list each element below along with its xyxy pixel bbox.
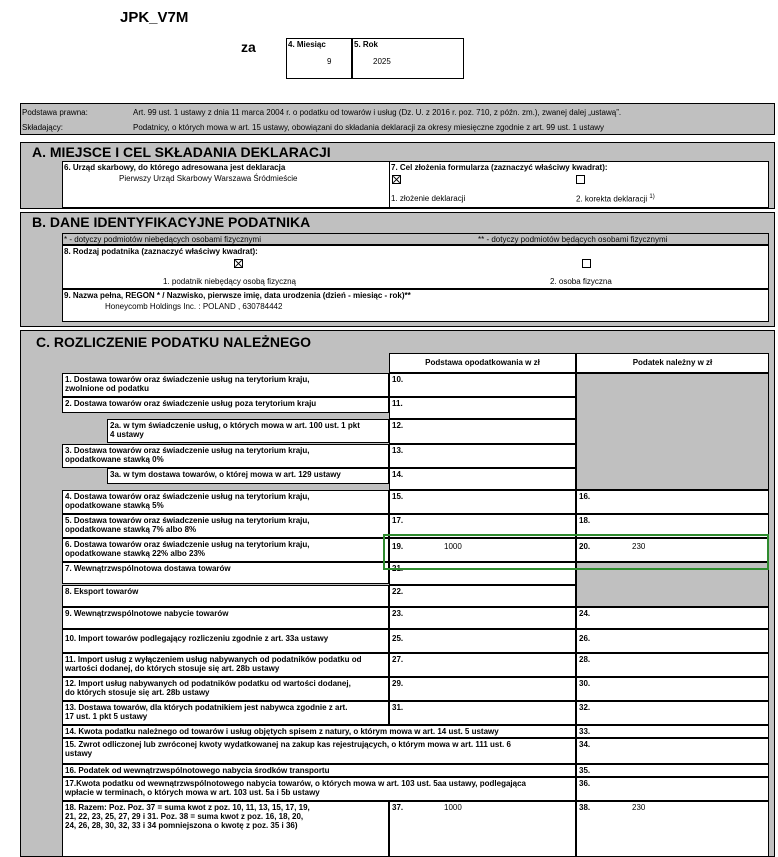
row-label-5: 5. Dostawa towarów oraz świadczenie usług na terytorium kraju, opodatkowane stawką 7% albo 8% [62, 514, 389, 538]
field-27[interactable]: 27. [389, 653, 576, 677]
type-legal-entity-label: 1. podatnik niebędący osobą fizyczną [163, 277, 296, 286]
year-label: 5. Rok [354, 40, 379, 49]
col-header-tax: Podatek należny w zł [576, 353, 769, 373]
field-11[interactable]: 11. [389, 397, 576, 419]
row-label-8: 8. Eksport towarów [62, 585, 389, 607]
office-label: 6. Urząd skarbowy, do którego adresowana jest deklaracja [64, 163, 286, 172]
row-label-4: 4. Dostawa towarów oraz świadczenie usług na terytorium kraju, opodatkowane stawką 5% [62, 490, 389, 514]
row-label-1: 1. Dostawa towarów oraz świadczenie usług na terytorium kraju, zwolnione od podatku [62, 373, 389, 397]
field-25[interactable]: 25. [389, 629, 576, 653]
field-36[interactable]: 36. [576, 777, 769, 801]
row-label-17: 17.Kwota podatku od wewnątrzwspólnotowego nabycia towarów, o których mowa w art. 103 ust. 5aa ustawy, podlegająca wpłacie w terminach, o których mowa w art. 103 ust. 5a i 5b ustawy [62, 777, 576, 801]
purpose-label: 7. Cel złożenia formularza (zaznaczyć właściwy kwadrat): [391, 163, 608, 172]
field-18[interactable]: 18. [576, 514, 769, 538]
taxpayer-name-label: 9. Nazwa pełna, REGON * / Nazwisko, pierwsze imię, data urodzenia (dzień - miesiąc - rok)** [64, 291, 411, 300]
notes-row [62, 233, 769, 245]
field-37[interactable]: 37. 1000 [389, 801, 576, 857]
row-label-14: 14. Kwota podatku należnego od towarów i usług objętych spisem z natury, o którym mowa w art. 14 ust. 5 ustawy [62, 725, 576, 738]
option-correction-label: 2. korekta deklaracji $^{1)}$ [576, 194, 655, 204]
legal-basis-panel [20, 103, 775, 135]
field-38-value: 230 [632, 803, 646, 812]
basis-label: Podstawa prawna: [22, 108, 88, 117]
col-header-base: Podstawa opodatkowania w zł [389, 353, 576, 373]
field-12[interactable]: 12. [389, 419, 576, 444]
note-natural-person: ** - dotyczy podmiotów będących osobami fizycznymi [478, 235, 668, 244]
month-value: 9 [327, 57, 332, 66]
row-label-12: 12. Import usług nabywanych od podatników podatku od wartości dodanej, do których stosuje się art. 28b ustawy [62, 677, 389, 701]
submitter-text: Podatnicy, o których mowa w art. 15 ustawy, obowiązani do składania deklaracji za okresy miesięczne zgodnie z art. 99 ust. 1 ustawy [133, 123, 605, 132]
row-label-15: 15. Zwrot odliczonej lub zwróconej kwoty wydatkowanej na zakup kas rejestrujących, o którym mowa w art. 111 ust. 6 ustawy [62, 738, 576, 764]
field-38[interactable]: 38. 230 [576, 801, 769, 857]
row-label-3a: 3a. w tym dostawa towarów, o której mowa w art. 129 ustawy [107, 468, 389, 484]
option-submission-label: 1. złożenie deklaracji [391, 194, 466, 203]
section-c-title: C. ROZLICZENIE PODATKU NALEŻNEGO [36, 334, 312, 350]
field-20[interactable]: 20. 230 [576, 538, 769, 562]
field-33[interactable]: 33. [576, 725, 769, 738]
row-label-2: 2. Dostawa towarów oraz świadczenie usług poza terytorium kraju [62, 397, 389, 413]
row-label-11: 11. Import usług z wyłączeniem usług nabywanych od podatników podatku od wartości dodanej, do których stosuje się art. 28b ustawy [62, 653, 389, 677]
checkbox-correction[interactable] [576, 175, 585, 184]
field-23[interactable]: 23. [389, 607, 576, 629]
section-a-title: A. MIEJSCE I CEL SKŁADANIA DEKLARACJI [32, 144, 331, 160]
row-label-10: 10. Import towarów podlegający rozliczeniu zgodnie z art. 33a ustawy [62, 629, 389, 653]
field-34[interactable]: 34. [576, 738, 769, 764]
row-label-16: 16. Podatek od wewnątrzwspólnotowego nabycia środków transportu [62, 764, 576, 777]
submitter-label: Składający: [22, 123, 63, 132]
field-35[interactable]: 35. [576, 764, 769, 777]
row-label-9: 9. Wewnątrzwspólnotowe nabycie towarów [62, 607, 389, 629]
checkbox-submission[interactable] [392, 175, 401, 184]
year-box[interactable] [352, 38, 464, 79]
field-22[interactable]: 22. [389, 585, 576, 607]
row-label-2a: 2a. w tym świadczenie usług, o których mowa w art. 100 ust. 1 pkt 4 ustawy [107, 419, 389, 443]
field-28[interactable]: 28. [576, 653, 769, 677]
field-19-value: 1000 [444, 542, 462, 551]
field-13[interactable]: 13. [389, 444, 576, 468]
field-26[interactable]: 26. [576, 629, 769, 653]
taxpayer-name-field[interactable] [62, 289, 769, 322]
taxpayer-type-label: 8. Rodzaj podatnika (zaznaczyć właściwy kwadrat): [64, 247, 258, 256]
field-31[interactable]: 31. [389, 701, 576, 725]
field-15[interactable]: 15. [389, 490, 576, 514]
tax-col-disabled-1 [576, 373, 769, 490]
field-17[interactable]: 17. [389, 514, 576, 538]
row-label-3: 3. Dostawa towarów oraz świadczenie usług na terytorium kraju, opodatkowane stawką 0% [62, 444, 389, 468]
taxpayer-type-field [62, 245, 769, 289]
office-value: Pierwszy Urząd Skarbowy Warszawa Śródmieście [119, 174, 298, 183]
field-21[interactable]: 21. [389, 562, 576, 585]
purpose-field [389, 161, 769, 208]
field-37-value: 1000 [444, 803, 462, 812]
field-30[interactable]: 30. [576, 677, 769, 701]
section-b-title: B. DANE IDENTYFIKACYJNE PODATNIKA [32, 214, 311, 230]
row-label-7: 7. Wewnątrzwspólnotowa dostawa towarów [62, 562, 389, 584]
field-16[interactable]: 16. [576, 490, 769, 514]
row-label-13: 13. Dostawa towarów, dla których podatnikiem jest nabywca zgodnie z art. 17 ust. 1 pkt 5 ustawy [62, 701, 389, 725]
za-label: za [241, 39, 256, 55]
type-natural-person-label: 2. osoba fizyczna [550, 277, 612, 286]
field-14[interactable]: 14. [389, 468, 576, 490]
basis-text: Art. 99 ust. 1 ustawy z dnia 11 marca 2004 r. o podatku od towarów i usług (Dz. U. z 2016 r. poz. 710, z późn. zm.), zwanej dalej „ustawą”. [133, 108, 622, 117]
checkbox-legal-entity[interactable] [234, 259, 243, 268]
checkbox-natural-person[interactable] [582, 259, 591, 268]
year-value: 2025 [373, 57, 391, 66]
note-legal-entity: * - dotyczy podmiotów niebędących osobami fizycznymi [64, 235, 261, 244]
office-field[interactable] [62, 161, 390, 208]
field-19[interactable]: 19. 1000 [389, 538, 576, 562]
field-32[interactable]: 32. [576, 701, 769, 725]
row-label-6: 6. Dostawa towarów oraz świadczenie usług na terytorium kraju, opodatkowane stawką 22% albo 23% [62, 538, 389, 562]
month-box[interactable] [286, 38, 352, 79]
form-code: JPK_V7M [120, 9, 189, 26]
month-label: 4. Miesiąc [288, 40, 326, 49]
field-29[interactable]: 29. [389, 677, 576, 701]
field-24[interactable]: 24. [576, 607, 769, 629]
row-label-18: 18. Razem: Poz. Poz. 37 = suma kwot z poz. 10, 11, 13, 15, 17, 19, 21, 22, 23, 25, 27, 29 i 31. Poz. 38 = suma kwot z poz. 16, 18, 20, 24, 26, 28, 30, 32, 33 i 34 pomniejszona o kwotę z poz. 35 i 36) [62, 801, 389, 857]
taxpayer-name-value: Honeycomb Holdings Inc. : POLAND , 630784442 [105, 302, 283, 311]
field-20-value: 230 [632, 542, 646, 551]
field-10[interactable]: 10. [389, 373, 576, 397]
highlight-row-6 [383, 534, 769, 570]
